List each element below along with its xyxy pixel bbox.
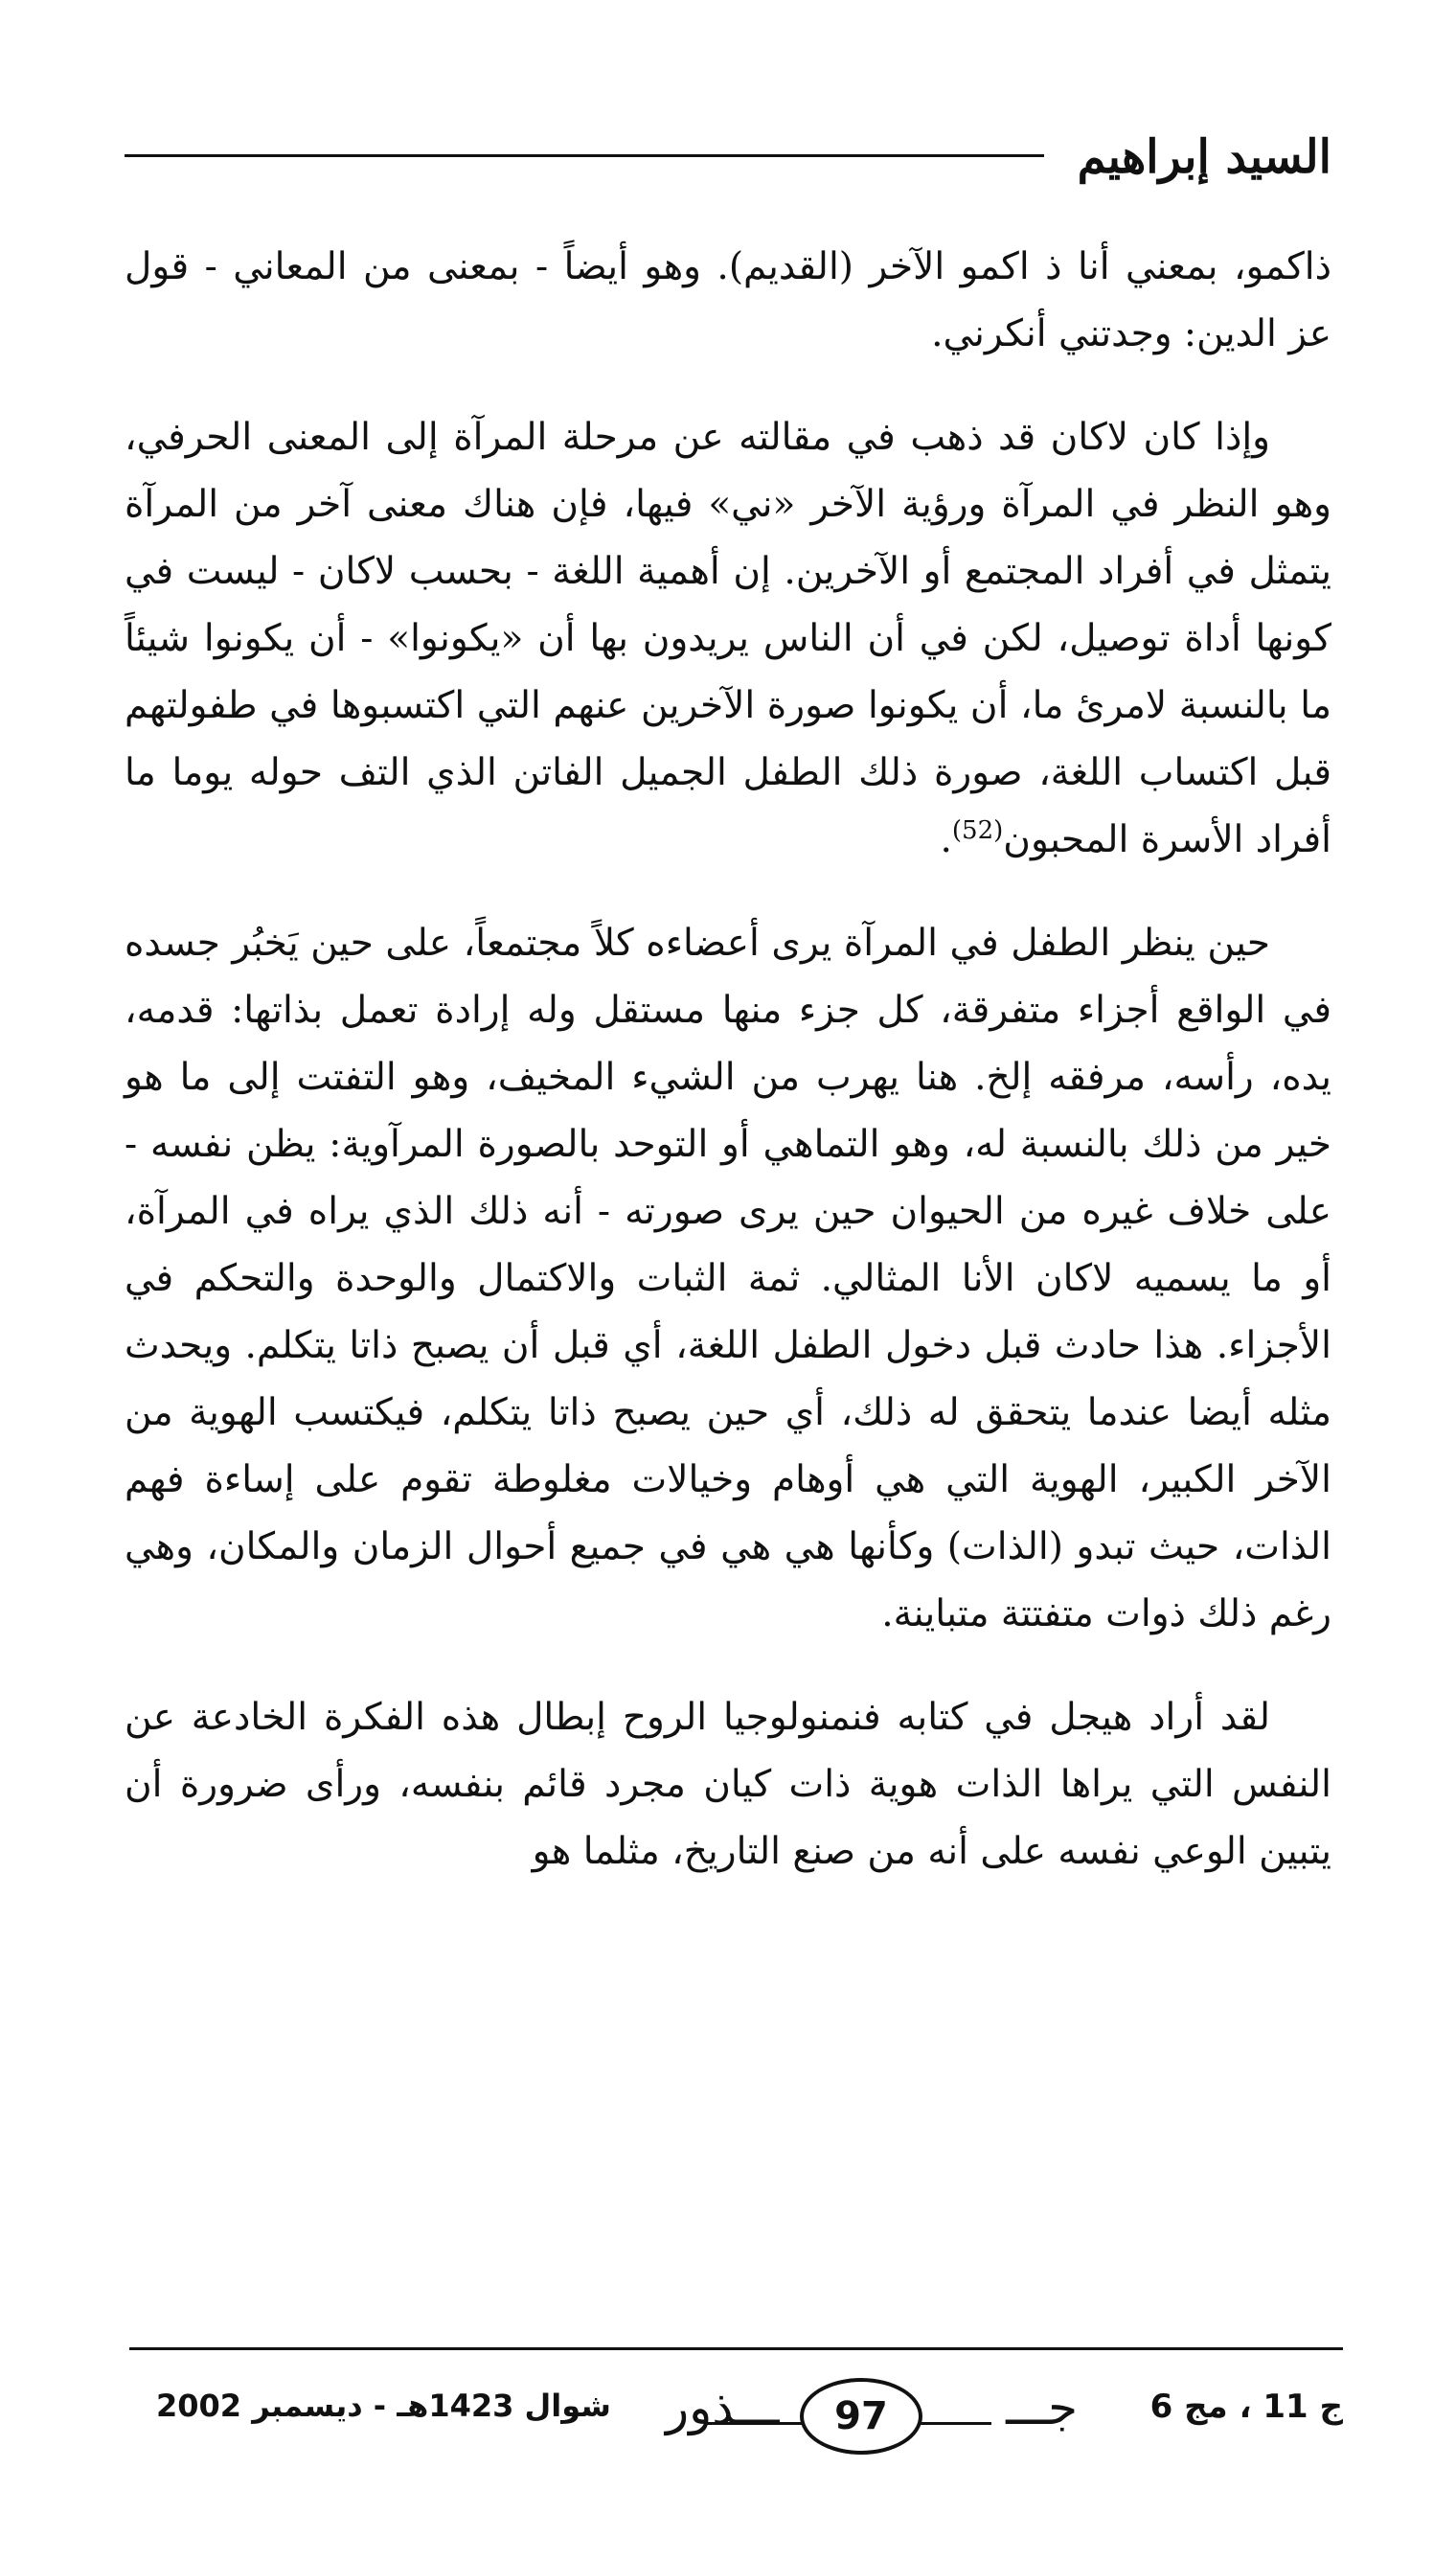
paragraph-2-end: . (940, 818, 952, 861)
page-number: 97 (800, 2378, 922, 2455)
footer-rule (129, 2347, 1343, 2350)
article-body (125, 234, 1331, 1922)
page-footer (129, 2374, 1343, 2480)
paragraph-2-text: وإذا كان لاكان قد ذهب في مقالته عن مرحلة المرآة إلى المعنى الحرفي، وهو النظر في المرآة ورؤية الآخر «ني» فيها، فإن هناك معنى آخر من المرآة يتمثل في أفراد المجتمع أو الآخرين. إن أهمية اللغة - بحسب لاكان - ليست في كونها أداة توصيل، لكن في أن الناس يريدون بها أن «يكونوا» - أن يكونوا شيئاً ما بالنسبة لامرئ ما، أن يكونوا صورة الآخرين عنهم التي اكتسبوها في طفولتهم قبل اكتساب اللغة، صورة ذلك الطفل الجميل الفاتن الذي التف حوله يوما ما أفراد الأسرة المحبون (125, 416, 1331, 861)
running-header (125, 123, 1331, 199)
paragraph-1: ذاكمو، بمعني أنا ذ اكمو الآخر (القديم). وهو أيضاً - بمعنى من المعاني - قول عز الدين: وجدتني أنكرني. (125, 245, 1331, 355)
footer-date: شوال 1423هـ - ديسمبر 2002 (156, 2388, 611, 2424)
footer-issue: ج 11 ، مج 6 (1149, 2388, 1343, 2426)
journal-logo (666, 2374, 1078, 2470)
footnote-ref: (52) (951, 816, 1004, 845)
header-rule (125, 154, 1044, 157)
paragraph-3: حين ينظر الطفل في المرآة يرى أعضاءه كلاً مجتمعاً، على حين يَخبُر جسده في الواقع أجزاء متفرقة، كل جزء منها مستقل وله إرادة تعمل بذاتها: قدمه، يده، رأسه، مرفقه إلخ. هنا يهرب من الشيء المخيف، وهو التفتت إلى ما هو خير من ذلك بالنسبة له، وهو التماهي أو التوحد بالصورة المرآوية: يظن نفسه - على خلاف غيره من الحيوان حين يرى صورته - أنه ذلك الذي يراه في المرآة، أو ما يسميه لاكان الأنا المثالي. ثمة الثبات والاكتمال والوحدة والتحكم في الأجزاء. هذا حادث قبل دخول الطفل اللغة، أي قبل أن يصبح ذاتا يتكلم. ويحدث مثله أيضا عندما يتحقق له ذلك، أي حين يصبح ذاتا يتكلم، فيكتسب الهوية من الآخر الكبير، الهوية التي هي أوهام وخيالات مغلوطة تقوم على إساءة فهم الذات، حيث تبدو (الذات) وكأنها هي هي في جميع أحوال الزمان والمكان، وهي رغم ذلك ذوات متفتتة متباينة. (125, 922, 1332, 1635)
paragraph-2 (125, 404, 1331, 874)
journal-logo-left: ـــذور (666, 2380, 780, 2435)
paragraph-4: لقد أراد هيجل في كتابه فنمنولوجيا الروح إبطال هذه الفكرة الخادعة عن النفس التي يراها الذات هوية ذات كيان مجرد قائم بنفسه، ورأى ضرورة أن يتبين الوعي نفسه على أنه من صنع التاريخ، مثلما هو (125, 1696, 1331, 1873)
header-author: السيد إبراهيم (1077, 130, 1331, 184)
journal-logo-right: جـــ (1006, 2380, 1078, 2435)
